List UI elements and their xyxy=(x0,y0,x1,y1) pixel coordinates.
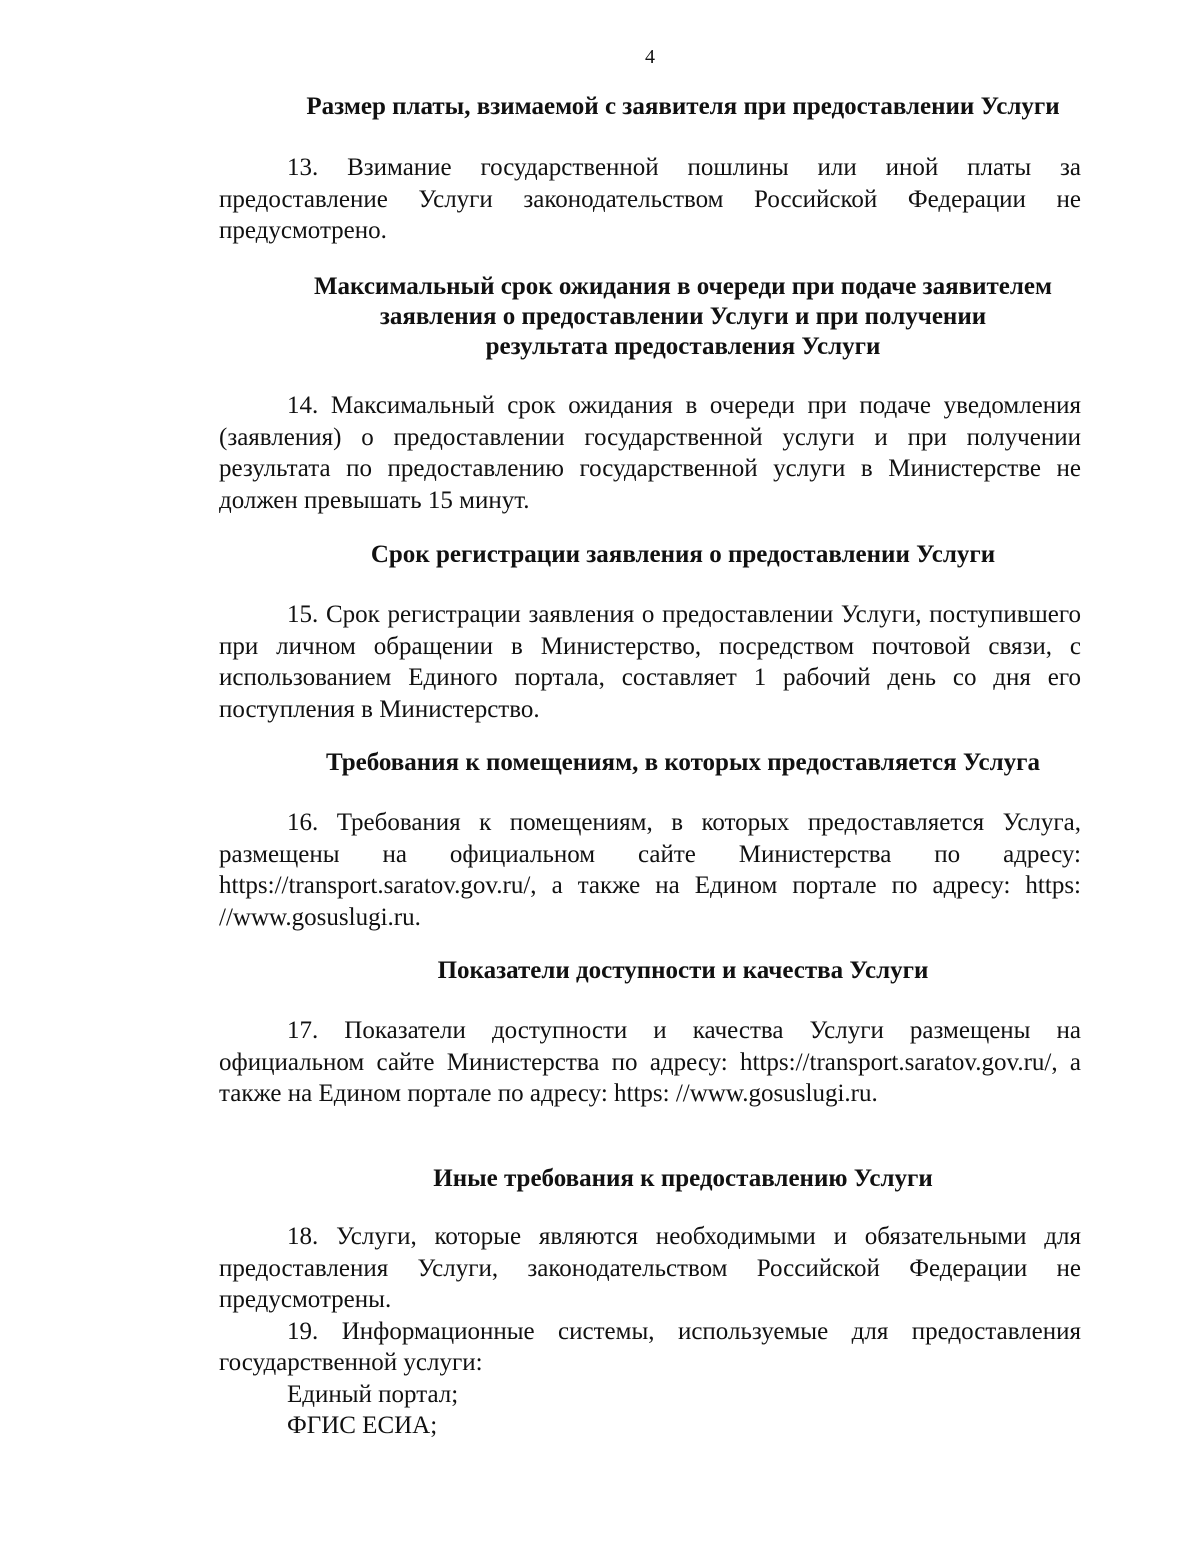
paragraph-13-container xyxy=(219,152,1081,247)
system-item: ФГИС ЕСИА; xyxy=(287,1412,438,1439)
section-heading-quality: Показатели доступности и качества Услуги xyxy=(437,957,929,984)
section-heading-queue xyxy=(219,272,1147,362)
heading-line: результата предоставления Услуги xyxy=(485,333,881,360)
heading-line: заявления о предоставлении Услуги и при получении xyxy=(379,303,987,330)
system-item: Единый портал; xyxy=(287,1380,459,1408)
paragraph-15-container xyxy=(219,599,1081,725)
paragraph-18-19-container xyxy=(219,1221,1081,1442)
page-number: 4 xyxy=(645,46,655,68)
paragraph-13: 13. Взимание государственной пошлины или иной платы за предоставление Услуги законодательством Российской Федерации не предусмотрено. xyxy=(219,154,1081,244)
paragraph-16-container xyxy=(219,807,1081,933)
heading-line: Максимальный срок ожидания в очереди при подаче заявителем xyxy=(313,273,1053,300)
paragraph-17: 17. Показатели доступности и качества Услуги размещены на официальном сайте Министерства по адресу: https://transport.saratov.gov.ru/, а также на Едином портале по адресу: https: //www.gosuslugi.ru. xyxy=(219,1017,1081,1107)
paragraph-19: 19. Информационные системы, используемые для предоставления государственной услуги: xyxy=(219,1317,1081,1376)
paragraph-15: 15. Срок регистрации заявления о предоставлении Услуги, поступившего при личном обращении в Министерство, посредством почтовой связи, с использованием Единого портала, составляет 1 рабочий день со дня его поступления в Министерство. xyxy=(219,601,1081,723)
section-heading-fee: Размер платы, взимаемой с заявителя при предоставлении Услуги xyxy=(306,93,1060,120)
paragraph-16: 16. Требования к помещениям, в которых предоставляется Услуга, размещены на официальном сайте Министерства по адресу: https://transport.saratov.gov.ru/, а также на Едином портале по адресу: https: //www.gosuslugi.ru. xyxy=(219,809,1081,931)
paragraph-17-container xyxy=(219,1015,1081,1110)
paragraph-14: 14. Максимальный срок ожидания в очереди при подаче уведомления (заявления) о предоставлении государственной услуги и при получении результата по предоставлению государственной услуги в Министерстве не должен превышать 15 минут. xyxy=(219,392,1081,514)
section-heading-other: Иные требования к предоставлению Услуги xyxy=(433,1165,933,1192)
paragraph-18: 18. Услуги, которые являются необходимыми и обязательными для предоставления Услуги, законодательством Российской Федерации не предусмотрены. xyxy=(219,1223,1081,1313)
section-heading-premises: Требования к помещениям, в которых предоставляется Услуга xyxy=(325,749,1041,776)
section-heading-registration: Срок регистрации заявления о предоставлении Услуги xyxy=(370,541,996,568)
paragraph-14-container xyxy=(219,390,1081,516)
